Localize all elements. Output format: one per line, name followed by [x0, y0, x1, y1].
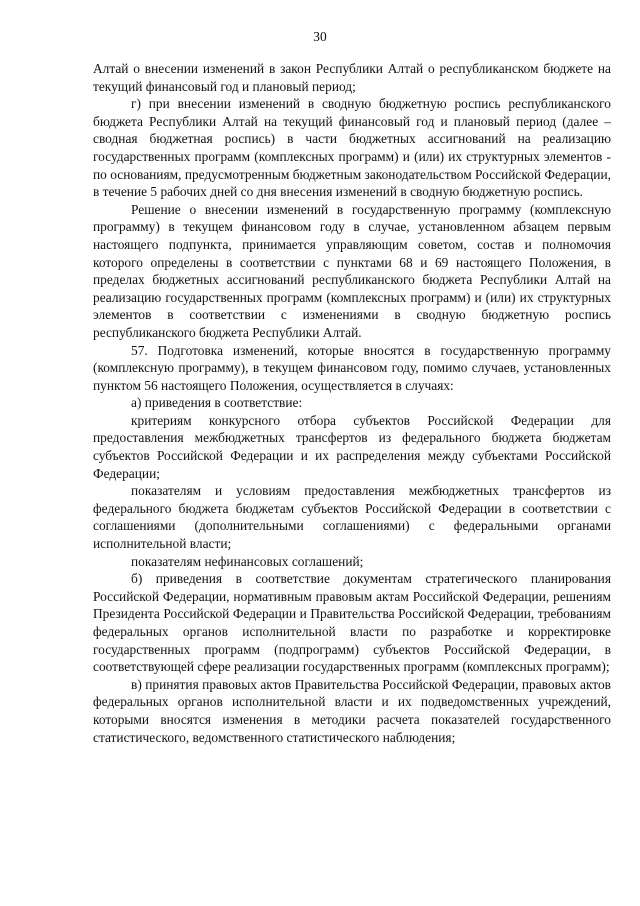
paragraph-subitem-v: в) принятия правовых актов Правительства Российской Федерации, правовых актов федеральных органов исполнительной власти и их подведомственных учреждений, которыми вносятся изменения в методики расчета показателей государственного статистического, ведомственного статистического наблюдения;: [93, 676, 611, 745]
paragraph-subitem-a: а) приведения в соответствие:: [131, 395, 303, 411]
paragraph-continuation: Алтай о внесении изменений в закон Республики Алтай о республиканском бюджете на текущий финансовый год и плановый период;: [93, 61, 611, 94]
paragraph-nonfinancial: показателям нефинансовых соглашений;: [131, 553, 364, 569]
paragraph-subitem-g: г) при внесении изменений в сводную бюджетную роспись республиканского бюджета Республики Алтай на текущий финансовый год и плановый период (далее – сводная бюджетная роспись) в части бюджетных ассигнований на реализацию государственных программ (комплексных программ) и (или) их структурных элементов - по основаниям, предусмотренным бюджетным законодательством Российской Федерации, в течение 5 рабочих дней со дня внесения изменений в сводную бюджетную роспись.: [93, 96, 611, 200]
page-number: 30: [313, 29, 327, 44]
paragraph-subitem-b: б) приведения в соответствие документам стратегического планирования Российской Федерации, нормативным правовым актам Российской Федерации, решениям Президента Российской Федерации и Правительства Российской Федерации, требованиям федеральных органов исполнительной власти по разработке и корректировке государственных программ (подпрограмм) субъектов Российской Федерации, в соответствующей сфере реализации государственных программ (комплексных программ);: [93, 571, 611, 675]
paragraph-indicators: показателям и условиям предоставления межбюджетных трансфертов из федерального бюджета бюджетам субъектов Российской Федерации в соответствии с соглашениями (дополнительными соглашениями) с федеральными органами исполнительной власти;: [93, 483, 611, 552]
document-body: [93, 60, 611, 746]
paragraph-decision: Решение о внесении изменений в государственную программу (комплексную программу) в текущем финансовом году в случае, установленном абзацем первым настоящего подпункта, принимается управляющим советом, состав и полномочия которого определены в соответствии с пунктами 68 и 69 настоящего Положения, в пределах бюджетных ассигнований республиканского бюджета Республики Алтай на реализацию государственных программ (комплексных программ) и (или) их структурных элементов в соответствии с изменениями в сводную бюджетную роспись республиканского бюджета Республики Алтай.: [93, 201, 611, 340]
paragraph-criteria: критериям конкурсного отбора субъектов Российской Федерации для предоставления межбюджетных трансфертов из федерального бюджета бюджетам субъектов Российской Федерации и их распределения между субъектами Российской Федерации;: [93, 412, 611, 481]
paragraph-item-57: 57. Подготовка изменений, которые вносятся в государственную программу (комплексную программу), в текущем финансовом году, помимо случаев, установленных пунктом 56 настоящего Положения, осуществляется в случаях:: [93, 342, 611, 393]
